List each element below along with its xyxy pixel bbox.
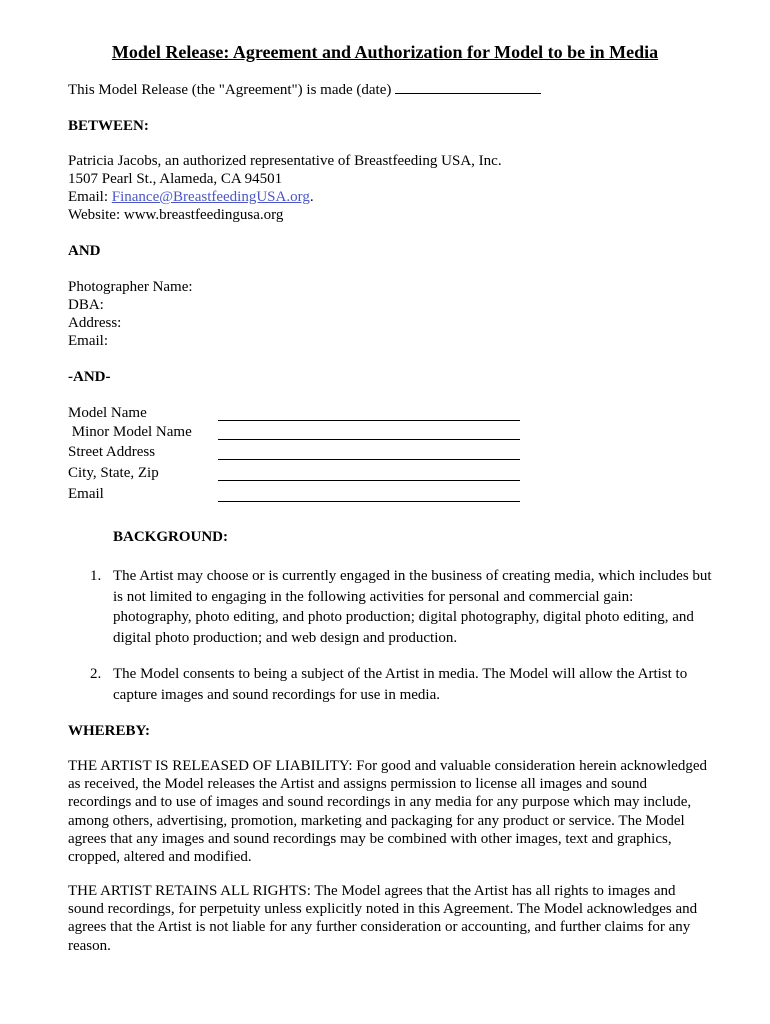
background-item-number: 2. — [90, 666, 102, 682]
photographer-email-label: Email: — [68, 333, 108, 349]
email-suffix: . — [309, 189, 314, 205]
background-item-text: The Model consents to being a subject of the Artist in media. The Model will allow the Artist to capture images and sound recordings for use in media. — [113, 666, 688, 703]
photographer-address-label: Address: — [68, 315, 122, 331]
minor-model-name-field[interactable] — [218, 439, 520, 440]
model-email-label: Email — [68, 486, 104, 502]
model-name-field[interactable] — [218, 420, 520, 421]
email-label: Email: — [68, 189, 112, 205]
and-heading: AND — [68, 243, 101, 259]
date-blank[interactable] — [395, 80, 541, 94]
release-of-liability-paragraph: THE ARTIST IS RELEASED OF LIABILITY: For good and valuable consideration herein acknowledged as received, the Model releases the Artist and assigns permission to license all images and sound recordings and to use of images and sound recordings in any media for any purpose which may include, among others, advertising, promotion, marketing and packaging for any product or service. The Model agrees that any images and sound recordings may be combined with other images, text and graphics, cropped, altered and modified. — [68, 758, 707, 866]
company-rep-line: Patricia Jacobs, an authorized representative of Breastfeeding USA, Inc. — [68, 153, 502, 169]
background-heading: BACKGROUND: — [113, 529, 228, 545]
retains-rights-paragraph: THE ARTIST RETAINS ALL RIGHTS: The Model agrees that the Artist has all rights to images and sound recordings, for perpetuity unless explicitly noted in this Agreement. The Model acknowledges and agrees that the Artist is not liable for any further consideration or accounting, and further claims for any reason. — [68, 883, 698, 954]
and-heading-2: -AND- — [68, 369, 111, 385]
intro-line — [68, 80, 541, 99]
photographer-name-label: Photographer Name: — [68, 279, 193, 295]
background-item-text: The Artist may choose or is currently engaged in the business of creating media, which includes but is not limited to engaging in the following activities for personal and commercial gain: photography, photo editing, and photo production; digital photography, digital photo editing, and digital photo production; and web design and production. — [113, 568, 712, 646]
document-title: Model Release: Agreement and Authorization for Model to be in Media — [111, 42, 659, 62]
minor-model-name-label: Minor Model Name — [68, 424, 192, 440]
company-address: 1507 Pearl St., Alameda, CA 94501 — [68, 171, 283, 187]
intro-text: This Model Release (the "Agreement") is made (date) — [68, 82, 392, 98]
whereby-heading: WHEREBY: — [68, 723, 150, 739]
company-website: Website: www.breastfeedingusa.org — [68, 207, 284, 223]
background-item-number: 1. — [90, 568, 102, 584]
city-state-zip-field[interactable] — [218, 480, 520, 481]
street-address-field[interactable] — [218, 459, 520, 460]
street-address-label: Street Address — [68, 444, 156, 460]
model-name-label: Model Name — [68, 405, 147, 421]
photographer-dba-label: DBA: — [68, 297, 104, 313]
between-heading: BETWEEN: — [68, 118, 149, 134]
company-email-line — [68, 188, 314, 206]
city-state-zip-label: City, State, Zip — [68, 465, 159, 481]
company-email-link[interactable]: Finance@BreastfeedingUSA.org — [111, 189, 310, 205]
model-email-field[interactable] — [218, 501, 520, 502]
